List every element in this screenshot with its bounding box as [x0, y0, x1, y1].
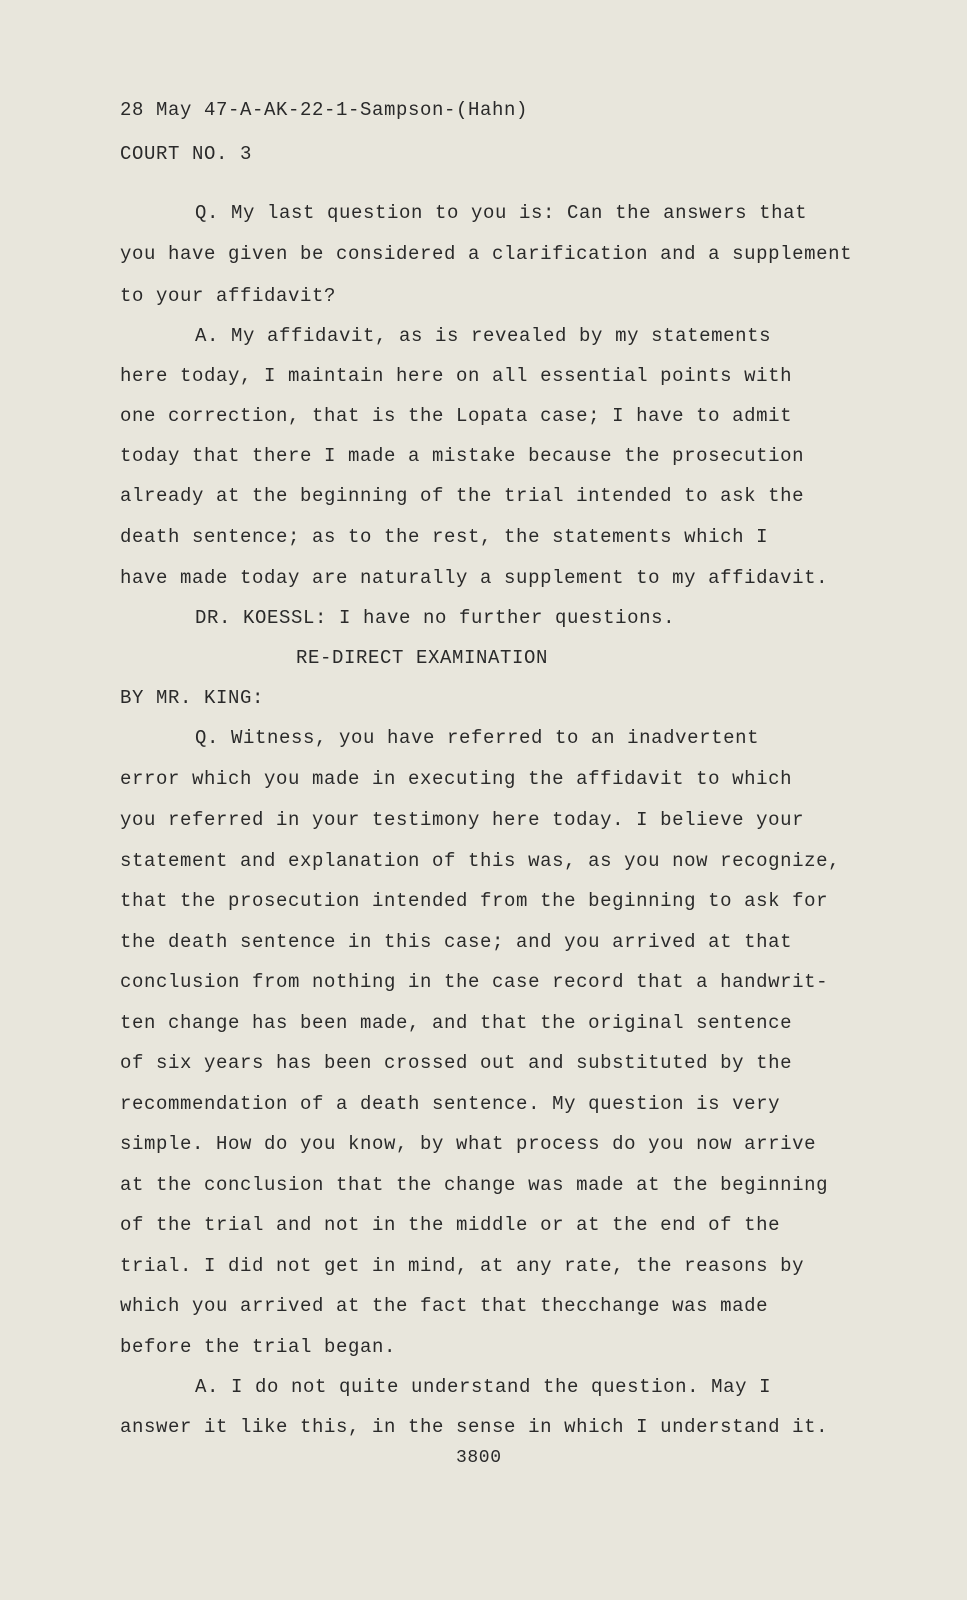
text-line: you referred in your testimony here today. I believe your [120, 809, 805, 831]
text-line: have made today are naturally a supplement to my affidavit. [120, 567, 829, 589]
text-line: answer it like this, in the sense in which I understand it. [120, 1416, 829, 1438]
text-line: that the prosecution intended from the beginning to ask for [120, 890, 829, 912]
text-line: you have given be considered a clarification and a supplement [120, 243, 853, 265]
text-line: statement and explanation of this was, as you now recognize, [120, 850, 841, 872]
text-line: which you arrived at the fact that thecchange was made [120, 1295, 769, 1317]
examiner-line: BY MR. KING: [120, 687, 265, 709]
text-line: conclusion from nothing in the case record that a handwrit- [120, 971, 829, 993]
header-case-line: 28 May 47-A-AK-22-1-Sampson-(Hahn) [120, 99, 529, 121]
section-heading: RE-DIRECT EXAMINATION [296, 647, 549, 669]
text-line: to your affidavit? [120, 285, 337, 307]
text-line: of six years has been crossed out and substituted by the [120, 1052, 793, 1074]
text-line: one correction, that is the Lopata case; I have to admit [120, 405, 793, 427]
header-court-line: COURT NO. 3 [120, 143, 253, 165]
text-line: Q. Witness, you have referred to an inadvertent [195, 727, 760, 749]
text-line: recommendation of a death sentence. My question is very [120, 1093, 781, 1115]
text-line: before the trial began. [120, 1336, 397, 1358]
page-number: 3800 [456, 1448, 502, 1468]
text-line: A. My affidavit, as is revealed by my statements [195, 325, 772, 347]
text-line: here today, I maintain here on all essential points with [120, 365, 793, 387]
text-line: trial. I did not get in mind, at any rate, the reasons by [120, 1255, 805, 1277]
text-line: the death sentence in this case; and you arrived at that [120, 931, 793, 953]
text-line: death sentence; as to the rest, the statements which I [120, 526, 769, 548]
text-line: already at the beginning of the trial intended to ask the [120, 485, 805, 507]
text-line: DR. KOESSL: I have no further questions. [195, 607, 676, 629]
text-line: A. I do not quite understand the question. May I [195, 1376, 772, 1398]
text-line: today that there I made a mistake because the prosecution [120, 445, 805, 467]
text-line: Q. My last question to you is: Can the answers that [195, 202, 808, 224]
text-line: simple. How do you know, by what process do you now arrive [120, 1133, 817, 1155]
text-line: ten change has been made, and that the original sentence [120, 1012, 793, 1034]
text-line: of the trial and not in the middle or at the end of the [120, 1214, 781, 1236]
text-line: error which you made in executing the affidavit to which [120, 768, 793, 790]
text-line: at the conclusion that the change was made at the beginning [120, 1174, 829, 1196]
